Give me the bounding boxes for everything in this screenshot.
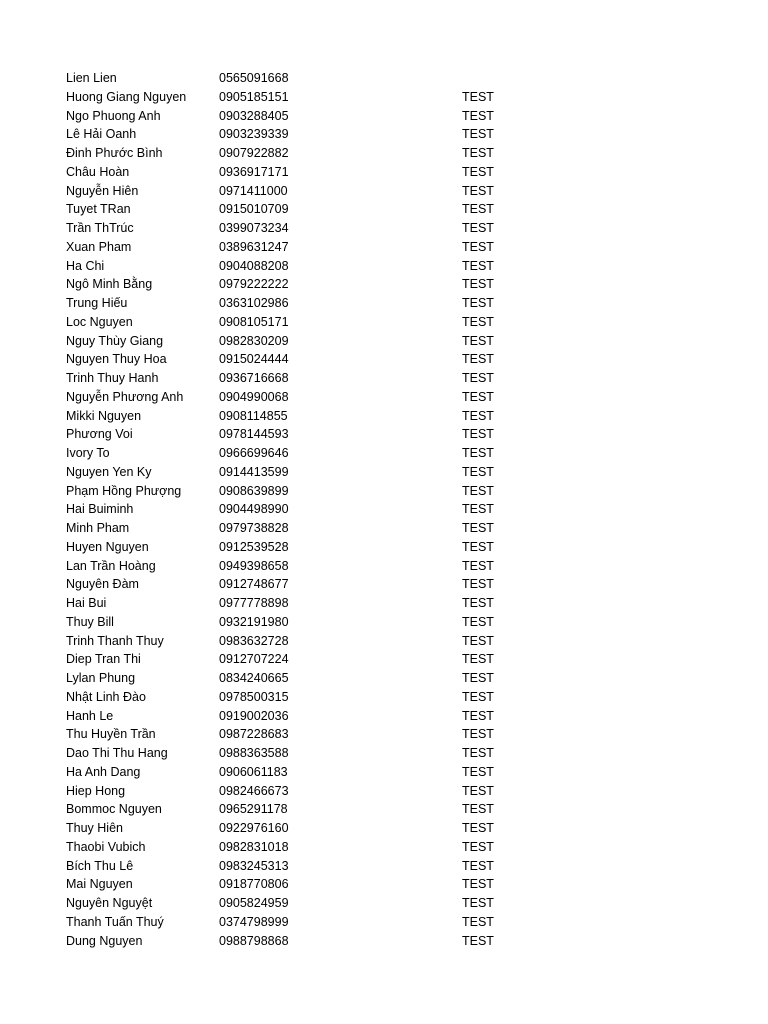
table-row [0, 69, 768, 88]
contact-name-cell: Trần ThTrúc [66, 221, 134, 235]
contact-name-cell: Đinh Phước Bình [66, 146, 163, 160]
tag-cell: TEST [462, 258, 494, 273]
contact-name-cell: Lylan Phung [66, 671, 136, 685]
tag-cell: TEST [462, 727, 494, 742]
phone-number-cell: 0915010709 [219, 202, 289, 217]
phone-number-cell: 0399073234 [219, 221, 289, 235]
phone-number-cell: 0965291178 [219, 802, 288, 817]
contact-name-cell: Châu Hoàn [66, 164, 130, 179]
contact-name-cell: Trinh Thanh Thuy [66, 633, 164, 648]
table-row [0, 688, 768, 707]
table-row [0, 332, 768, 351]
contact-name-cell: Lê Hải Oanh [66, 127, 137, 142]
phone-number-cell: 0982830209 [219, 333, 289, 348]
tag-cell: TEST [462, 408, 494, 423]
table-row [0, 669, 768, 688]
phone-number-cell: 0971411000 [219, 183, 288, 198]
contact-name-cell: Thanh Tuấn Thuý [66, 914, 164, 929]
table-row [0, 932, 768, 951]
tag-cell: TEST [462, 783, 494, 798]
table-row [0, 444, 768, 463]
table-row [0, 275, 768, 294]
table-row [0, 819, 768, 838]
phone-number-cell: 0908114855 [219, 408, 288, 423]
phone-number-cell: 0936917171 [219, 164, 289, 179]
phone-number-cell: 0834240665 [219, 671, 289, 685]
contact-name-cell: Mikki Nguyen [66, 408, 142, 423]
phone-number-cell: 0363102986 [219, 296, 289, 310]
contact-name-cell: Minh Pham [66, 521, 130, 535]
contact-name-cell: Trung Hiếu [66, 296, 128, 310]
contact-name-cell: Phương Voi [66, 427, 133, 442]
phone-number-cell: 0982831018 [219, 839, 289, 854]
phone-number-cell: 0389631247 [219, 239, 289, 254]
phone-number-cell: 0912707224 [219, 652, 289, 667]
table-row [0, 369, 768, 388]
tag-cell: TEST [462, 614, 494, 629]
table-row [0, 857, 768, 876]
table-row [0, 594, 768, 613]
table-row [0, 613, 768, 632]
contact-name-cell: Phạm Hồng Phượng [66, 483, 182, 498]
tag-cell: TEST [462, 933, 494, 948]
phone-number-cell: 0983245313 [219, 858, 289, 873]
contact-name-cell: Nguyen Thuy Hoa [66, 352, 167, 367]
contact-name-cell: Diep Tran Thi [66, 652, 141, 667]
tag-cell: TEST [462, 446, 494, 460]
contact-name-cell: Nguy Thùy Giang [66, 333, 164, 348]
tag-cell: TEST [462, 371, 494, 385]
table-row [0, 219, 768, 238]
phone-number-cell: 0978144593 [219, 427, 289, 442]
tag-cell: TEST [462, 577, 494, 592]
table-row [0, 632, 768, 651]
phone-number-cell: 0979222222 [219, 277, 289, 292]
tag-cell: TEST [462, 746, 494, 760]
tag-cell: TEST [462, 521, 494, 535]
tag-cell: TEST [462, 127, 494, 142]
table-row [0, 725, 768, 744]
tag-cell: TEST [462, 183, 494, 198]
tag-cell: TEST [462, 877, 494, 892]
tag-cell: TEST [462, 689, 494, 704]
table-row [0, 519, 768, 538]
contact-name-cell: Dung Nguyen [66, 933, 143, 948]
contact-name-cell: Thaobi Vubich [66, 839, 146, 854]
contact-name-cell: Thuy Hiên [66, 821, 123, 835]
tag-cell: TEST [462, 221, 494, 235]
phone-number-cell: 0374798999 [219, 914, 289, 929]
contact-name-cell: Hanh Le [66, 708, 114, 723]
contact-name-cell: Nguyên Đàm [66, 577, 139, 592]
table-row [0, 388, 768, 407]
phone-number-cell: 0904498990 [219, 502, 289, 517]
phone-number-cell: 0903288405 [219, 108, 289, 123]
phone-number-cell: 0936716668 [219, 371, 289, 385]
phone-number-cell: 0912748677 [219, 577, 289, 592]
contact-name-cell: Lien Lien [66, 71, 117, 85]
table-row [0, 107, 768, 126]
phone-number-cell: 0949398658 [219, 558, 289, 573]
table-row [0, 257, 768, 276]
contact-name-cell: Dao Thi Thu Hang [66, 746, 168, 760]
tag-cell: TEST [462, 821, 494, 835]
table-row [0, 782, 768, 801]
table-row [0, 482, 768, 501]
contact-name-cell: Hiep Hong [66, 783, 126, 798]
phone-number-cell: 0978500315 [219, 689, 289, 704]
contact-name-cell: Ngo Phuong Anh [66, 108, 161, 123]
table-row [0, 407, 768, 426]
tag-cell: TEST [462, 239, 494, 254]
contact-name-cell: Nguyễn Hiên [66, 183, 139, 198]
contact-name-cell: Nguyen Yen Ky [66, 464, 152, 479]
contact-name-cell: Hai Bui [66, 596, 107, 610]
contact-name-cell: Nguyễn Phương Anh [66, 389, 184, 404]
tag-cell: TEST [462, 764, 494, 779]
tag-cell: TEST [462, 296, 494, 310]
contact-name-cell: Thu Huyền Trần [66, 727, 156, 742]
contact-name-cell: Loc Nguyen [66, 314, 133, 329]
contact-name-cell: Xuan Pham [66, 239, 132, 254]
contact-name-cell: Thuy Bill [66, 614, 114, 629]
tag-cell: TEST [462, 483, 494, 498]
table-row [0, 88, 768, 107]
phone-number-cell: 0918770806 [219, 877, 289, 892]
table-row [0, 800, 768, 819]
contact-name-cell: Ivory To [66, 446, 110, 460]
table-row [0, 538, 768, 557]
table-row [0, 838, 768, 857]
contact-name-cell: Huong Giang Nguyen [66, 89, 187, 104]
phone-number-cell: 0922976160 [219, 821, 289, 835]
contact-name-cell: Bommoc Nguyen [66, 802, 162, 817]
contact-name-cell: Nhật Linh Đào [66, 689, 146, 704]
tag-cell: TEST [462, 802, 494, 817]
phone-number-cell: 0979738828 [219, 521, 289, 535]
contact-name-cell: Ha Anh Dang [66, 764, 141, 779]
tag-cell: TEST [462, 164, 494, 179]
tag-cell: TEST [462, 914, 494, 929]
contact-name-cell: Nguyên Nguyệt [66, 896, 153, 910]
table-row [0, 200, 768, 219]
tag-cell: TEST [462, 858, 494, 873]
table-row [0, 313, 768, 332]
table-row [0, 350, 768, 369]
phone-number-cell: 0932191980 [219, 614, 289, 629]
phone-number-cell: 0905824959 [219, 896, 289, 910]
tag-cell: TEST [462, 146, 494, 160]
tag-cell: TEST [462, 558, 494, 573]
tag-cell: TEST [462, 352, 494, 367]
contact-name-cell: Bích Thu Lê [66, 858, 134, 873]
tag-cell: TEST [462, 539, 494, 554]
table-row [0, 463, 768, 482]
table-row [0, 144, 768, 163]
table-row [0, 894, 768, 913]
tag-cell: TEST [462, 464, 494, 479]
tag-cell: TEST [462, 108, 494, 123]
phone-number-cell: 0966699646 [219, 446, 289, 460]
table-row [0, 763, 768, 782]
tag-cell: TEST [462, 633, 494, 648]
contact-name-cell: Hai Buiminh [66, 502, 134, 517]
table-row [0, 744, 768, 763]
phone-number-cell: 0904088208 [219, 258, 289, 273]
table-row [0, 557, 768, 576]
table-row [0, 425, 768, 444]
table-row [0, 913, 768, 932]
tag-cell: TEST [462, 596, 494, 610]
phone-number-cell: 0907922882 [219, 146, 289, 160]
table-row [0, 500, 768, 519]
contact-name-cell: Ngô Minh Bằng [66, 277, 153, 292]
phone-number-cell: 0903239339 [219, 127, 289, 142]
phone-number-cell: 0908639899 [219, 483, 289, 498]
phone-number-cell: 0983632728 [219, 633, 289, 648]
table-row [0, 182, 768, 201]
phone-number-cell: 0906061183 [219, 764, 288, 779]
table-row [0, 294, 768, 313]
tag-cell: TEST [462, 277, 494, 292]
table-row [0, 875, 768, 894]
phone-number-cell: 0987228683 [219, 727, 289, 742]
table-row [0, 125, 768, 144]
tag-cell: TEST [462, 896, 494, 910]
contact-name-cell: Mai Nguyen [66, 877, 133, 892]
tag-cell: TEST [462, 839, 494, 854]
table-row [0, 650, 768, 669]
table-row [0, 238, 768, 257]
phone-number-cell: 0988798868 [219, 933, 289, 948]
phone-number-cell: 0982466673 [219, 783, 289, 798]
table-row [0, 163, 768, 182]
table-row [0, 575, 768, 594]
tag-cell: TEST [462, 89, 494, 104]
phone-number-cell: 0565091668 [219, 71, 289, 85]
contact-name-cell: Ha Chi [66, 258, 105, 273]
contact-name-cell: Tuyet TRan [66, 202, 131, 217]
tag-cell: TEST [462, 502, 494, 517]
contact-name-cell: Trinh Thuy Hanh [66, 371, 159, 385]
tag-cell: TEST [462, 427, 494, 442]
phone-number-cell: 0908105171 [219, 314, 289, 329]
table-row [0, 707, 768, 726]
tag-cell: TEST [462, 652, 494, 667]
contact-name-cell: Lan Trần Hoàng [66, 558, 156, 573]
phone-number-cell: 0915024444 [219, 352, 289, 367]
tag-cell: TEST [462, 202, 494, 217]
phone-number-cell: 0919002036 [219, 708, 289, 723]
phone-number-cell: 0977778898 [219, 596, 289, 610]
tag-cell: TEST [462, 708, 494, 723]
phone-number-cell: 0904990068 [219, 389, 289, 404]
tag-cell: TEST [462, 333, 494, 348]
phone-number-cell: 0912539528 [219, 539, 289, 554]
contact-sheet [0, 69, 768, 950]
phone-number-cell: 0988363588 [219, 746, 289, 760]
tag-cell: TEST [462, 314, 494, 329]
tag-cell: TEST [462, 671, 494, 685]
phone-number-cell: 0914413599 [219, 464, 289, 479]
tag-cell: TEST [462, 389, 494, 404]
phone-number-cell: 0905185151 [219, 89, 289, 104]
contact-name-cell: Huyen Nguyen [66, 539, 149, 554]
